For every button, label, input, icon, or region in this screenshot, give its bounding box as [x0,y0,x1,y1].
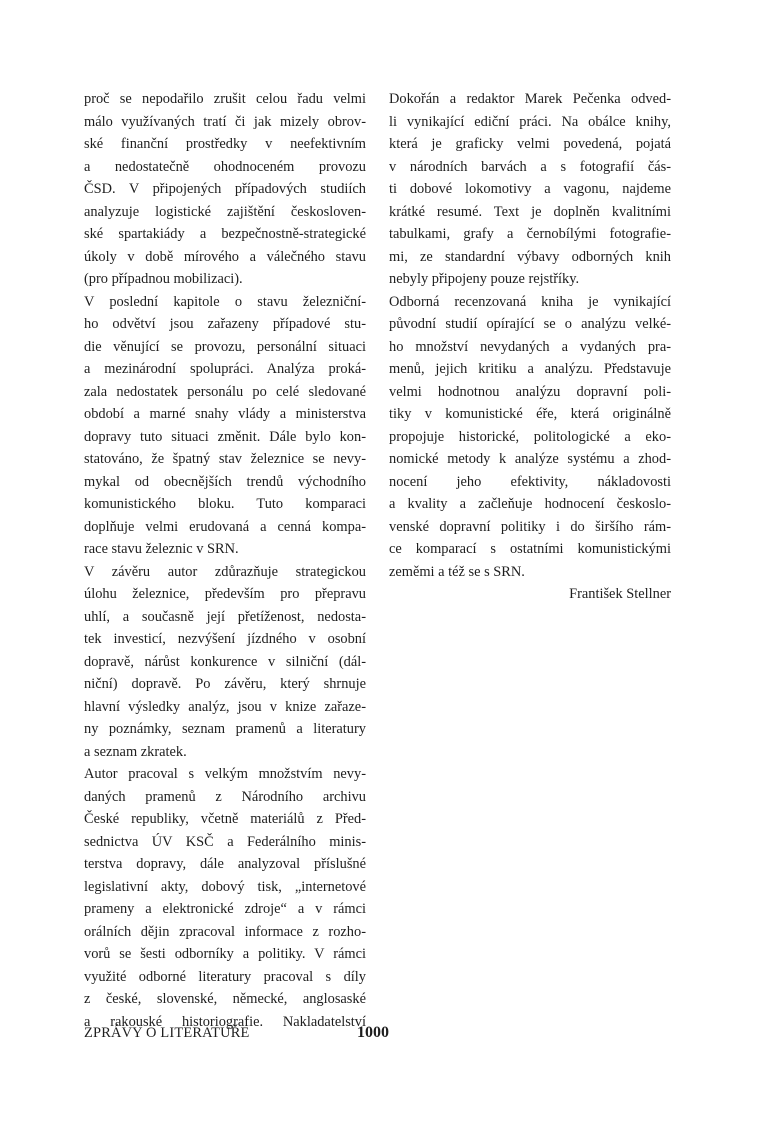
text-line: ce komparací s ostatními komunistickými [389,541,671,557]
review-author-signature: František Stellner [569,586,671,602]
text-line: dopravě, nárůst konkurence v silniční (dál- [84,653,366,670]
left-column [84,88,366,1033]
text-line: legislativní akty, dobový tisk, „internetové [84,878,366,895]
text-line: analyzuje logistické zajištění českosloven- [84,203,366,220]
text-line: sednictva ÚV KSČ a Federálního minis- [84,833,366,850]
text-line: ho množství nevydaných a vydaných pra- [389,338,671,355]
right-column [389,88,671,606]
text-line: a kvality a začleňuje hodnocení českoslo- [389,496,671,512]
text-line: využité odborné literatury pracoval s díly [84,968,366,985]
text-line: doplňuje velmi erudovaná a cenná kompa- [84,518,366,535]
text-line: proč se nepodařilo zrušit celou řadu velmi [84,91,366,107]
text-line: venské dopravní politiky i do širšího rám- [389,518,671,535]
text-line: ské finanční prostředky v neefektivním [84,136,366,152]
text-line: zala nedostatek personálu po celé sledované [84,383,366,400]
text-line: z české, slovenské, německé, anglosaské [84,991,366,1007]
text-line: a nedostatečně ohodnoceném provozu [84,158,366,175]
text-line: terstva dopravy, dále analyzoval příslušné [84,856,366,872]
text-line: a rakouské historiografie. Nakladatelství [84,1013,366,1030]
text-line: prameny a elektronické zdroje“ a v rámci [84,901,366,917]
text-line: V poslední kapitole o stavu železniční- [84,293,366,310]
text-line: tabulkami, grafy a černobílými fotografie- [389,226,671,242]
text-line: nebyly připojeny pouze rejstříky. [389,271,580,287]
text-line: niční) dopravě. Po závěru, který shrnuje [84,676,366,692]
text-line: ČSD. V připojených případových studiích [84,181,366,197]
text-line: statováno, že špatný stav železnice se nevy- [84,451,366,467]
text-line: propojuje historické, politologické a eko- [389,428,671,445]
text-line: v národních barvách a s fotografií čás- [389,158,671,175]
text-line: úkoly v době mírového a válečného stavu [84,248,366,265]
text-line: ny poznámky, seznam pramenů a literatury [84,721,366,737]
text-line: tiky v komunistické éře, která originálně [389,406,671,422]
text-line: období a marné snahy vlády a ministerstva [84,406,366,422]
page-number: 1000 [357,1024,389,1041]
text-line: České republiky, včetně materiálů z Před- [84,811,366,827]
text-line: die věnující se provozu, personální situaci [84,338,366,355]
text-line: mi, ze standardní výbavy odborných knih [389,248,671,265]
text-line: hlavní výsledky analýz, jsou v knize zařaze- [84,698,366,715]
text-line: komunistického bloku. Tuto komparaci [84,496,366,512]
text-line: race stavu železnic v SRN. [84,541,239,557]
text-line: mykal od obecnějších trendů východního [84,473,366,490]
text-line: a seznam zkratek. [84,743,187,760]
text-line: málo využívaných tratí či jak mizely obrov- [84,113,366,130]
text-line: nocení jeho efektivity, nákladovosti [389,473,671,490]
text-line: dopravy tuto situaci změnit. Dále bylo kon- [84,428,366,445]
text-line: Odborná recenzovaná kniha je vynikající [389,293,671,310]
text-line: daných pramenů z Národního archivu [84,788,366,805]
text-line: původní studií opírající se o analýzu velké- [389,316,671,332]
text-line: vorů se šesti odborníky a politiky. V rámci [84,946,366,962]
text-line: tek investicí, nezvýšení jízdného v osobní [84,631,366,647]
text-line: Autor pracoval s velkým množstvím nevy- [84,766,366,782]
text-line: ho odvětví jsou zařazeny případové stu- [84,316,366,332]
text-line: zeměmi a též se s SRN. [389,563,525,580]
text-line: orálních dějin zpracoval informace z rozho- [84,923,366,940]
text-line: která je graficky velmi povedená, pojatá [389,136,671,152]
text-line: a mezinárodní spolupráci. Analýza proká- [84,361,366,377]
text-line: Dokořán a redaktor Marek Pečenka odved- [389,91,671,107]
right-column-text [389,88,671,583]
text-line: menů, jejich kritiku a analýzu. Představuje [389,361,671,377]
text-line: ti dobové lokomotivy a vagonu, najdeme [389,181,671,197]
text-line: ské spartakiády a bezpečnostně-strategické [84,226,366,242]
text-line: úlohu železnice, především pro přepravu [84,586,366,602]
text-line: (pro případnou mobilizaci). [84,271,243,287]
text-line: uhlí, a současně její přetíženost, nedosta- [84,608,366,625]
running-footer-section: ZPRÁVY O LITERATUŘE [84,1025,250,1041]
text-line: velmi hodnotnou analýzu dopravní poli- [389,383,671,400]
text-line: nomické metody k analýze systému a zhod- [389,451,671,467]
text-line: V závěru autor zdůrazňuje strategickou [84,563,366,580]
text-line: krátké resumé. Text je doplněn kvalitními [389,203,671,220]
text-line: li vynikající ediční práci. Na obálce knihy, [389,113,671,130]
